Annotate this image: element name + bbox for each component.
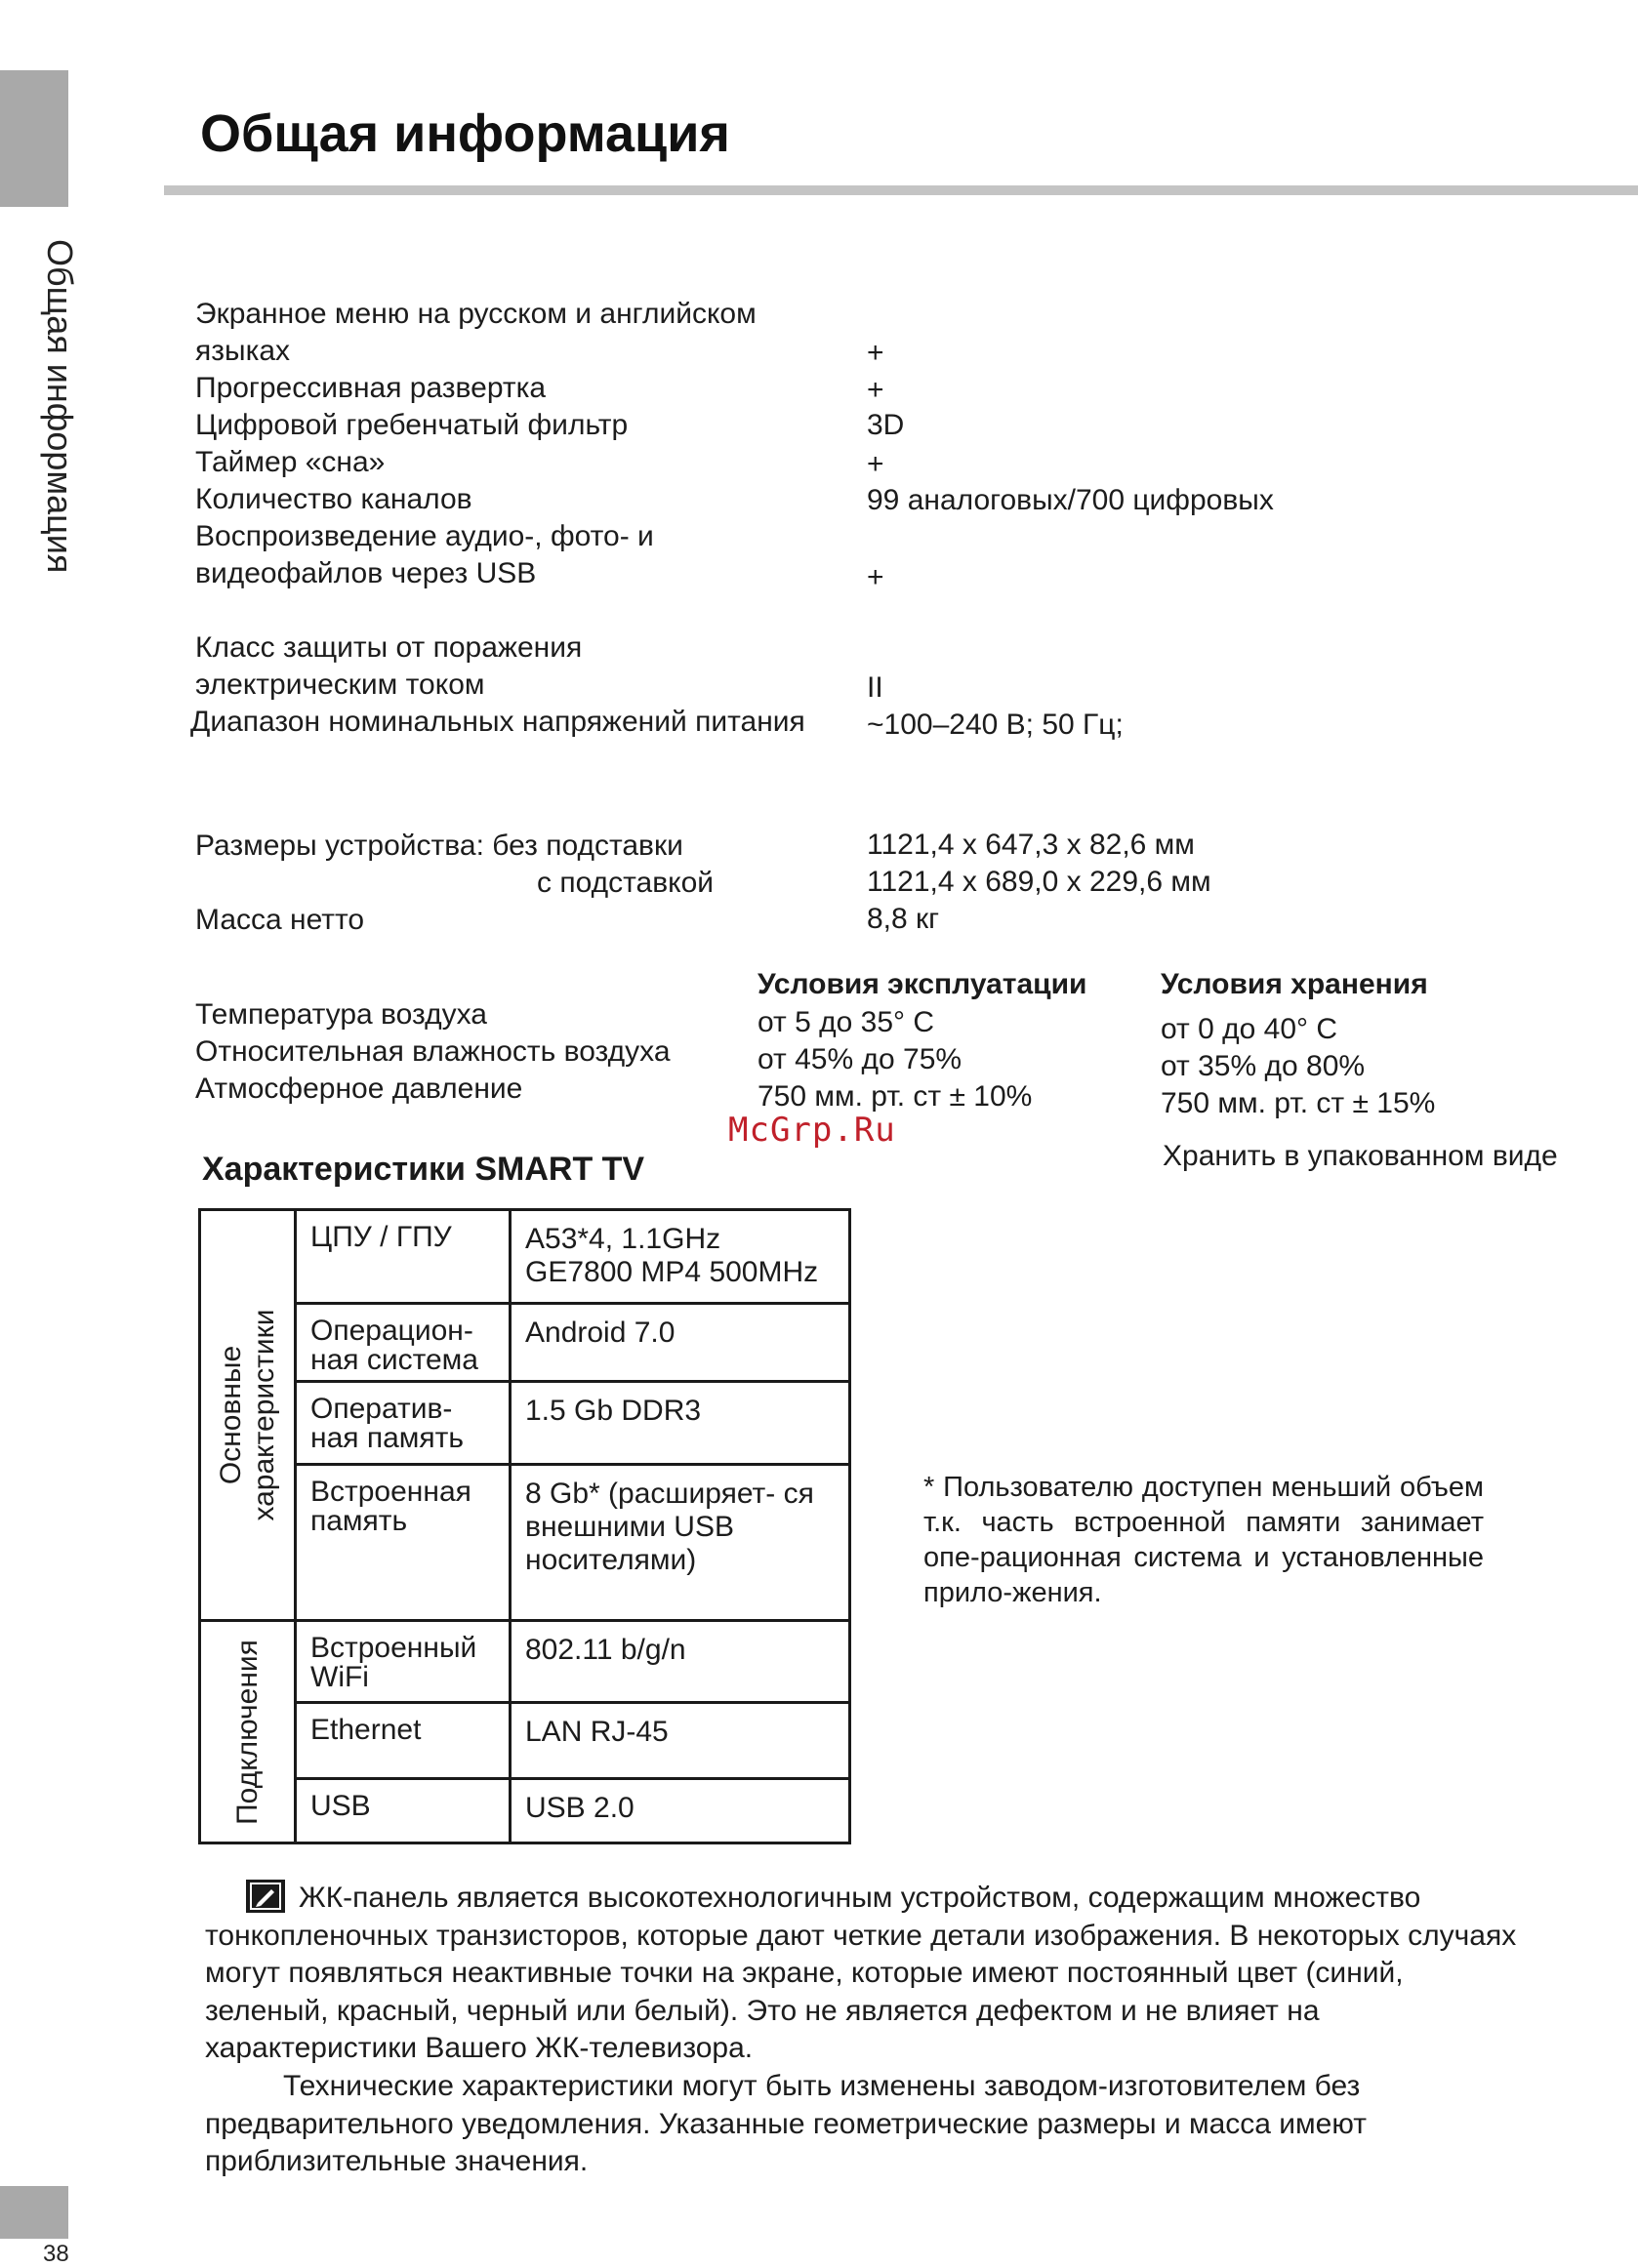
spec-cell-value: 8 Gb* (расширяет- ся внешними USB носителями) [511, 1465, 850, 1621]
title-divider [164, 185, 1638, 195]
spec-cell-value: A53*4, 1.1GHz GE7800 MP4 500MHz [511, 1210, 850, 1304]
side-tab-marker-bottom [0, 2186, 68, 2239]
spec-cell-value: 1.5 Gb DDR3 [511, 1382, 850, 1465]
spec-label: Прогрессивная развертка [195, 372, 547, 404]
storage-conditions-header: Условия хранения [1161, 968, 1428, 1000]
mass-label: Масса нетто [195, 904, 365, 936]
spec-cell-label: Операцион- ная система [296, 1304, 511, 1382]
dimensions-with-stand-value: 1121,4 х 689,0 х 229,6 мм [867, 866, 1211, 898]
spec-label: Цифровой гребенчатый фильтр [195, 409, 629, 441]
spec-cell-value: LAN RJ-45 [511, 1703, 850, 1779]
spec-label: Экранное меню на русском и английском [195, 298, 757, 330]
table-row [200, 1703, 850, 1779]
table-row [200, 1465, 850, 1621]
spec-label: Таймер «сна» [195, 446, 386, 478]
group-main-characteristics [200, 1210, 296, 1621]
note-pencil-icon [246, 1880, 285, 1913]
condition-label: Атмосферное давление [195, 1073, 523, 1105]
spec-cell-label: USB [296, 1779, 511, 1843]
spec-cell-label: Встроенный WiFi [296, 1621, 511, 1703]
lcd-note-text: ЖК-панель является высокотехнологичным устройством, содержащим множество тонкопленочных транзисторов, которые дают четкие детали изображения. В некоторых случаях могут появляться неактивные точки на экране, которые имеют постоянный цвет (синий, зеленый, красный, черный или белый). Это не является дефектом и не влияет на характеристики Вашего ЖК-телевизора. [205, 1882, 1517, 2064]
dimensions-with-stand-label: с подставкой [537, 867, 715, 899]
watermark: McGrp.Ru [728, 1111, 896, 1150]
spec-cell-label: ЦПУ / ГПУ [296, 1210, 511, 1304]
storage-value: от 0 до 40° С [1161, 1013, 1338, 1045]
spec-cell-value: USB 2.0 [511, 1779, 850, 1843]
safety-class-value: II [867, 671, 883, 704]
operation-value: 750 мм. рт. ст ± 10% [758, 1080, 1033, 1113]
spec-cell-value: Android 7.0 [511, 1304, 850, 1382]
side-section-label: Общая информация [40, 239, 80, 574]
page-title: Общая информация [200, 104, 730, 163]
lcd-note [205, 1880, 1523, 2068]
safety-class-label: электрическим током [195, 668, 485, 701]
disclaimer-note: Технические характеристики могут быть изменены заводом-изготовителем без предварительного уведомления. Указанные геометрические размеры и масса имеют приблизительные значения. [205, 2070, 1367, 2177]
storage-note: Хранить в упакованном виде [1163, 1140, 1558, 1172]
operation-value: от 45% до 75% [758, 1043, 962, 1075]
dimensions-value: 1121,4 х 647,3 х 82,6 мм [867, 829, 1195, 861]
spec-value: + [867, 374, 884, 406]
spec-label: Количество каналов [195, 483, 472, 515]
spec-label: языках [195, 335, 291, 367]
dimensions-label: Размеры устройства: без подставки [195, 830, 683, 862]
spec-value: 99 аналоговых/700 цифровых [867, 484, 1274, 516]
safety-class-label: Класс защиты от поражения [195, 631, 583, 664]
condition-label: Относительная влажность воздуха [195, 1035, 671, 1068]
condition-label: Температура воздуха [195, 998, 487, 1031]
spec-value: 3D [867, 409, 905, 441]
spec-value: + [867, 448, 884, 480]
table-row [200, 1621, 850, 1703]
spec-cell-value: 802.11 b/g/n [511, 1621, 850, 1703]
spec-value: + [867, 561, 884, 593]
spec-label: Воспроизведение аудио-, фото- и [195, 520, 654, 552]
voltage-value: ~100–240 В; 50 Гц; [867, 709, 1124, 741]
operation-conditions-header: Условия эксплуатации [758, 968, 1087, 1000]
table-row [200, 1382, 850, 1465]
mass-value: 8,8 кг [867, 903, 940, 935]
group-connections [200, 1621, 296, 1843]
voltage-label: Диапазон номинальных напряжений питания [190, 706, 805, 738]
spec-cell-label: Ethernet [296, 1703, 511, 1779]
page-number: 38 [43, 2241, 69, 2267]
smart-tv-title: Характеристики SMART TV [202, 1151, 645, 1188]
table-row [200, 1210, 850, 1304]
group-label: Основные [214, 1345, 247, 1485]
side-tab-marker-top [0, 70, 68, 207]
storage-value: от 35% до 80% [1161, 1050, 1366, 1082]
group-label: характеристики [247, 1309, 280, 1521]
group-label: Подключения [230, 1639, 264, 1825]
smart-tv-spec-table [198, 1208, 851, 1844]
spec-label: видеофайлов через USB [195, 557, 537, 589]
spec-cell-label: Оператив- ная память [296, 1382, 511, 1465]
table-row [200, 1304, 850, 1382]
operation-value: от 5 до 35° С [758, 1006, 935, 1038]
spec-cell-label: Встроенная память [296, 1465, 511, 1621]
table-row [200, 1779, 850, 1843]
storage-value: 750 мм. рт. ст ± 15% [1161, 1087, 1436, 1119]
memory-footnote: * Пользователю доступен меньший объем т.к. часть встроенной памяти занимает опе-рационная система и установленные прило-жения. [923, 1472, 1484, 1608]
spec-value: + [867, 337, 884, 369]
